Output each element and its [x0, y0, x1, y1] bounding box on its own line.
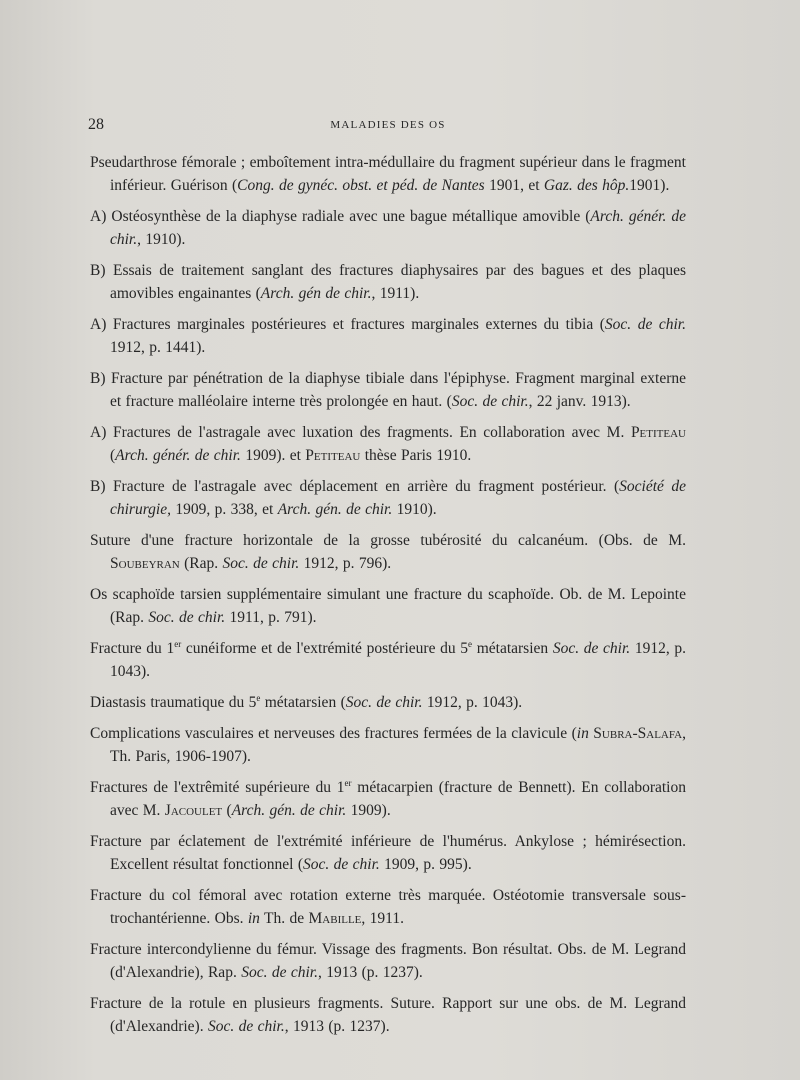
entry-text-segment: 1910). — [392, 501, 437, 518]
entry-text-segment: ( — [110, 447, 116, 464]
entry-text-segment: Fracture du col fémoral avec rotation externe très marquée. Ostéotomie transversale sous-trochantérienne. Obs. — [90, 887, 686, 927]
entry-text-segment: cunéiforme et de l'extrémité postérieure du 5 — [181, 640, 469, 657]
entry-text-segment: Arch. gén de chir. — [260, 285, 372, 302]
entry-text-segment: Pseudarthrose fémorale ; emboîtement intra-médullaire du fragment supérieur dans le fragment inférieur. Guérison ( — [90, 154, 686, 194]
entry-text-segment: Fracture par éclatement de l'extrémité inférieure de l'humérus. Ankylose ; hémirésection. Excellent résultat fonctionnel ( — [90, 833, 686, 873]
entry-text-segment: er — [344, 777, 352, 788]
entry-text-segment: e — [468, 638, 473, 649]
entry-text-segment: 1909). et — [240, 447, 306, 464]
entry-text-segment: Os scaphoïde tarsien supplémentaire simulant une fracture du scaphoïde. Ob. de M. Lepointe (Rap. — [90, 586, 686, 626]
bibliography-entry — [90, 722, 686, 768]
entry-text-segment: Soc. de chir. — [241, 964, 318, 981]
entry-text-segment: 1909). — [346, 802, 391, 819]
entry-text-segment: Petiteau — [305, 447, 361, 464]
bibliography-list — [90, 151, 686, 1046]
entry-text-segment: thèse Paris 1910. — [360, 447, 472, 464]
entry-text-segment: Arch. gén. de chir. — [231, 802, 347, 819]
entry-text-segment: Th. de — [259, 910, 309, 927]
entry-text-segment: Fracture intercondylienne du fémur. Vissage des fragments. Bon résultat. Obs. de M. Legrand (d'Alexandrie), Rap. — [90, 941, 686, 981]
entry-text-segment: B) Essais de traitement sanglant des fractures diaphysaires par des bagues et des plaques amovibles engainantes ( — [90, 262, 686, 302]
bibliography-entry — [90, 259, 686, 305]
entry-text-segment: Subra-Salafa — [593, 725, 683, 742]
entry-text-segment: in — [247, 910, 260, 927]
entry-text-segment: A) Fractures marginales postérieures et fractures marginales externes du tibia ( — [90, 316, 605, 333]
bibliography-entry — [90, 529, 686, 575]
page-number: 28 — [88, 116, 104, 133]
entry-text-segment: 1911, p. 791). — [225, 609, 317, 626]
bibliography-entry — [90, 475, 686, 521]
entry-text-segment: Arch. génér. de chir. — [110, 208, 687, 248]
entry-text-segment: 1912, p. 1043). — [110, 640, 687, 680]
entry-text-segment: Jacoulet — [164, 802, 223, 819]
entry-text-segment: 1901). — [629, 177, 670, 194]
entry-text-segment: 1912, p. 1441). — [110, 339, 206, 356]
bibliography-entry — [90, 583, 686, 629]
entry-text-segment: Cong. de gynéc. obst. et péd. de Nantes — [237, 177, 485, 194]
entry-text-segment: Diastasis traumatique du 5 — [90, 694, 257, 711]
entry-text-segment: Soc. de chir. — [303, 856, 380, 873]
entry-text-segment: , 1910). — [137, 231, 186, 248]
entry-text-segment: métatarsien — [472, 640, 553, 657]
entry-text-segment: Complications vasculaires et nerveuses des fractures fermées de la clavicule ( — [90, 725, 577, 742]
entry-text-segment: e — [256, 692, 261, 703]
bibliography-entry — [90, 637, 686, 683]
bibliography-entry — [90, 367, 686, 413]
entry-text-segment: métacarpien (fracture de Bennett). En collaboration avec M. — [110, 779, 686, 819]
entry-text-segment: , 1913 (p. 1237). — [317, 964, 423, 981]
entry-text-segment: , Th. Paris, 1906-1907). — [110, 725, 686, 765]
entry-text-segment: Arch. génér. de chir. — [115, 447, 241, 464]
entry-text-segment: 1909, p. 995). — [379, 856, 472, 873]
entry-text-segment: A) Fractures de l'astragale avec luxation des fragments. En collaboration avec M. — [90, 424, 631, 441]
entry-text-segment: er — [174, 638, 182, 649]
bibliography-entry — [90, 938, 686, 984]
entry-text-segment: 1909, p. 338, et — [171, 501, 278, 518]
entry-text-segment: , 1911. — [361, 910, 404, 927]
bibliography-entry — [90, 884, 686, 930]
entry-text-segment: Fracture de la rotule en plusieurs fragments. Suture. Rapport sur une obs. de M. Legrand (d'Alexandrie). — [90, 995, 686, 1035]
running-title: MALADIES DES OS — [330, 119, 446, 131]
entry-text-segment: in — [576, 725, 589, 742]
entry-text-segment: ( — [222, 802, 232, 819]
entry-text-segment: Soc. de chir. — [222, 555, 300, 572]
bibliography-entry — [90, 830, 686, 876]
entry-text-segment: 1912, p. 1043). — [422, 694, 523, 711]
entry-text-segment: Petiteau — [630, 424, 686, 441]
entry-text-segment: Fractures de l'extrêmité supérieure du 1 — [90, 779, 345, 796]
bibliography-entry — [90, 992, 686, 1038]
entry-text-segment: , 1911). — [371, 285, 420, 302]
entry-text-segment: Soc. de chir. — [451, 393, 529, 410]
entry-text-segment: Soc. de chir. — [345, 694, 423, 711]
entry-text-segment: Société de chirurgie, — [110, 478, 686, 518]
entry-text-segment: 1912, p. 796). — [299, 555, 392, 572]
entry-text-segment: (Rap. — [179, 555, 223, 572]
entry-text-segment: métatarsien ( — [260, 694, 346, 711]
entry-text-segment: A) Ostéosynthèse de la diaphyse radiale avec une bague métallique amovible ( — [90, 208, 591, 225]
entry-text-segment: Fracture du 1 — [90, 640, 175, 657]
entry-text-segment: Soc. de chir. — [604, 316, 686, 333]
entry-text-segment: B) Fracture par pénétration de la diaphyse tibiale dans l'épiphyse. Fragment marginal externe et fracture malléolaire interne très prolongée en haut. ( — [90, 370, 686, 410]
entry-text-segment: , 22 janv. 1913). — [528, 393, 631, 410]
entry-text-segment: Mabille — [308, 910, 362, 927]
page-header — [88, 116, 688, 136]
entry-text-segment: Arch. gén. de chir. — [277, 501, 393, 518]
entry-text-segment: B) Fracture de l'astragale avec déplacement en arrière du fragment postérieur. ( — [90, 478, 620, 495]
bibliography-entry — [90, 421, 686, 467]
entry-text-segment: Soc. de chir. — [207, 1018, 285, 1035]
bibliography-entry — [90, 205, 686, 251]
entry-text-segment: , 1913 (p. 1237). — [284, 1018, 390, 1035]
bibliography-entry — [90, 691, 686, 714]
entry-text-segment: 1901, et — [484, 177, 544, 194]
bibliography-entry — [90, 151, 686, 197]
bibliography-entry — [90, 776, 686, 822]
entry-text-segment: Gaz. des hôp. — [543, 177, 630, 194]
entry-text-segment: Soubeyran — [110, 555, 180, 572]
bibliography-entry — [90, 313, 686, 359]
entry-text-segment: Soc. de chir. — [148, 609, 226, 626]
entry-text-segment: Soc. de chir. — [552, 640, 631, 657]
entry-text-segment: Suture d'une fracture horizontale de la grosse tubérosité du calcanéum. (Obs. de M. — [90, 532, 686, 549]
